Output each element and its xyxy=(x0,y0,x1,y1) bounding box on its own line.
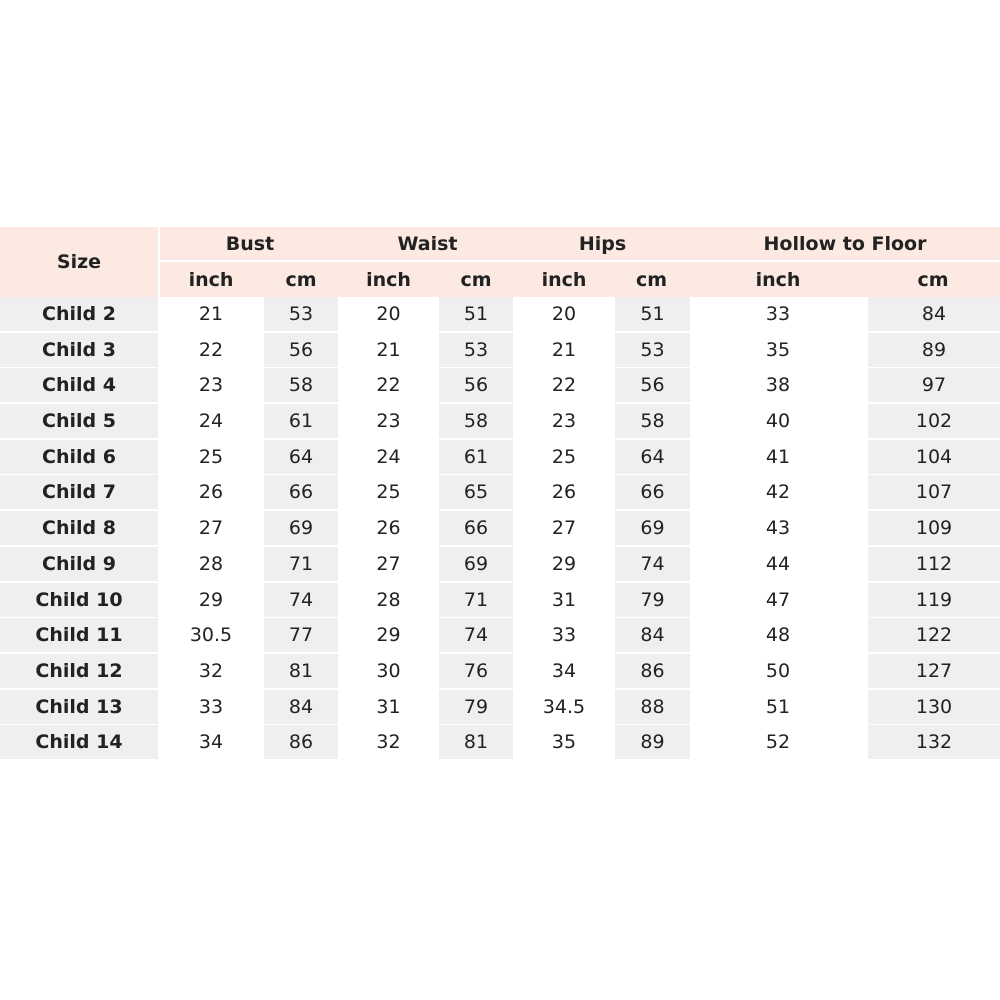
value-cell-hollow-cm: 89 xyxy=(868,333,1000,367)
size-cell: Child 3 xyxy=(0,333,158,367)
table-header xyxy=(0,227,1000,297)
table-row xyxy=(0,475,1000,511)
value-cell-hollow-inch: 35 xyxy=(690,333,866,367)
value-cell-hips-inch: 22 xyxy=(515,368,613,402)
value-cell-bust-cm: 66 xyxy=(264,475,338,509)
size-cell: Child 12 xyxy=(0,654,158,688)
value-cell-hips-inch: 20 xyxy=(515,297,613,331)
value-cell-waist-inch: 29 xyxy=(340,618,437,652)
value-cell-hips-cm: 51 xyxy=(615,297,690,331)
value-cell-hollow-inch: 47 xyxy=(690,583,866,617)
value-cell-bust-inch: 33 xyxy=(160,690,262,724)
value-cell-waist-cm: 69 xyxy=(439,547,513,581)
value-cell-hips-cm: 89 xyxy=(615,725,690,759)
value-cell-hips-cm: 88 xyxy=(615,690,690,724)
group-header-bust: Bust xyxy=(225,232,275,255)
value-cell-bust-inch: 30.5 xyxy=(160,618,262,652)
table-row xyxy=(0,368,1000,404)
value-cell-bust-inch: 27 xyxy=(160,511,262,545)
value-cell-waist-cm: 65 xyxy=(439,475,513,509)
value-cell-waist-cm: 56 xyxy=(439,368,513,402)
value-cell-bust-cm: 71 xyxy=(264,547,338,581)
value-cell-waist-cm: 76 xyxy=(439,654,513,688)
value-cell-bust-cm: 81 xyxy=(264,654,338,688)
value-cell-waist-inch: 32 xyxy=(340,725,437,759)
value-cell-waist-cm: 51 xyxy=(439,297,513,331)
value-cell-hips-inch: 26 xyxy=(515,475,613,509)
value-cell-bust-cm: 53 xyxy=(264,297,338,331)
value-cell-bust-cm: 69 xyxy=(264,511,338,545)
value-cell-hips-cm: 56 xyxy=(615,368,690,402)
value-cell-bust-inch: 22 xyxy=(160,333,262,367)
value-cell-waist-inch: 25 xyxy=(340,475,437,509)
value-cell-hips-inch: 25 xyxy=(515,440,613,474)
value-cell-waist-inch: 28 xyxy=(340,583,437,617)
value-cell-hollow-inch: 41 xyxy=(690,440,866,474)
value-cell-waist-inch: 27 xyxy=(340,547,437,581)
table-row xyxy=(0,404,1000,440)
value-cell-bust-inch: 26 xyxy=(160,475,262,509)
value-cell-hips-inch: 33 xyxy=(515,618,613,652)
size-cell: Child 5 xyxy=(0,404,158,438)
value-cell-hollow-inch: 33 xyxy=(690,297,866,331)
value-cell-bust-inch: 34 xyxy=(160,725,262,759)
value-cell-bust-inch: 29 xyxy=(160,583,262,617)
size-cell: Child 10 xyxy=(0,583,158,617)
value-cell-hips-inch: 21 xyxy=(515,333,613,367)
value-cell-bust-inch: 28 xyxy=(160,547,262,581)
size-cell: Child 11 xyxy=(0,618,158,652)
value-cell-hollow-cm: 107 xyxy=(868,475,1000,509)
value-cell-bust-inch: 23 xyxy=(160,368,262,402)
value-cell-bust-inch: 25 xyxy=(160,440,262,474)
value-cell-bust-cm: 77 xyxy=(264,618,338,652)
value-cell-hollow-cm: 102 xyxy=(868,404,1000,438)
value-cell-hollow-inch: 52 xyxy=(690,725,866,759)
value-cell-hips-cm: 64 xyxy=(615,440,690,474)
value-cell-waist-inch: 20 xyxy=(340,297,437,331)
value-cell-hollow-cm: 104 xyxy=(868,440,1000,474)
value-cell-hips-cm: 53 xyxy=(615,333,690,367)
value-cell-hollow-cm: 130 xyxy=(868,690,1000,724)
group-header-hollow-to-floor: Hollow to Floor xyxy=(763,232,927,255)
value-cell-hips-cm: 58 xyxy=(615,404,690,438)
value-cell-bust-cm: 56 xyxy=(264,333,338,367)
value-cell-bust-cm: 84 xyxy=(264,690,338,724)
size-cell: Child 6 xyxy=(0,440,158,474)
group-header-hips: Hips xyxy=(578,232,627,255)
value-cell-hips-cm: 86 xyxy=(615,654,690,688)
value-cell-hollow-inch: 44 xyxy=(690,547,866,581)
value-cell-waist-inch: 23 xyxy=(340,404,437,438)
value-cell-hips-cm: 69 xyxy=(615,511,690,545)
table-row xyxy=(0,440,1000,476)
table-row xyxy=(0,511,1000,547)
value-cell-hips-cm: 79 xyxy=(615,583,690,617)
value-cell-bust-cm: 86 xyxy=(264,725,338,759)
value-cell-waist-inch: 22 xyxy=(340,368,437,402)
value-cell-hollow-cm: 127 xyxy=(868,654,1000,688)
value-cell-waist-inch: 30 xyxy=(340,654,437,688)
value-cell-bust-cm: 74 xyxy=(264,583,338,617)
value-cell-hollow-inch: 40 xyxy=(690,404,866,438)
value-cell-waist-cm: 81 xyxy=(439,725,513,759)
value-cell-hollow-inch: 43 xyxy=(690,511,866,545)
value-cell-waist-cm: 58 xyxy=(439,404,513,438)
value-cell-waist-inch: 21 xyxy=(340,333,437,367)
value-cell-hollow-cm: 112 xyxy=(868,547,1000,581)
value-cell-hollow-cm: 84 xyxy=(868,297,1000,331)
unit-header-hips-cm: cm xyxy=(635,268,668,291)
size-cell: Child 8 xyxy=(0,511,158,545)
value-cell-bust-inch: 24 xyxy=(160,404,262,438)
unit-header-bust-cm: cm xyxy=(285,268,317,291)
value-cell-hollow-inch: 48 xyxy=(690,618,866,652)
value-cell-waist-cm: 71 xyxy=(439,583,513,617)
value-cell-hips-inch: 34 xyxy=(515,654,613,688)
group-header-waist: Waist xyxy=(397,232,458,255)
value-cell-bust-inch: 21 xyxy=(160,297,262,331)
value-cell-hollow-inch: 38 xyxy=(690,368,866,402)
value-cell-hollow-cm: 119 xyxy=(868,583,1000,617)
value-cell-hollow-cm: 132 xyxy=(868,725,1000,759)
table-row xyxy=(0,690,1000,726)
unit-header-waist-cm: cm xyxy=(460,268,492,291)
value-cell-waist-cm: 74 xyxy=(439,618,513,652)
value-cell-hips-inch: 35 xyxy=(515,725,613,759)
value-cell-bust-cm: 64 xyxy=(264,440,338,474)
value-cell-hips-inch: 34.5 xyxy=(515,690,613,724)
table-row xyxy=(0,618,1000,654)
size-header: Size xyxy=(56,251,102,273)
value-cell-waist-inch: 31 xyxy=(340,690,437,724)
value-cell-hips-inch: 31 xyxy=(515,583,613,617)
value-cell-hollow-inch: 42 xyxy=(690,475,866,509)
value-cell-bust-cm: 61 xyxy=(264,404,338,438)
unit-header-hollow-inch: inch xyxy=(755,268,801,291)
table-body xyxy=(0,297,1000,761)
table-row xyxy=(0,654,1000,690)
value-cell-hollow-cm: 122 xyxy=(868,618,1000,652)
value-cell-hips-inch: 23 xyxy=(515,404,613,438)
value-cell-waist-inch: 24 xyxy=(340,440,437,474)
value-cell-waist-cm: 66 xyxy=(439,511,513,545)
unit-header-hollow-cm: cm xyxy=(917,268,949,291)
size-cell: Child 2 xyxy=(0,297,158,331)
table-row xyxy=(0,583,1000,619)
value-cell-hips-cm: 84 xyxy=(615,618,690,652)
size-cell: Child 14 xyxy=(0,725,158,759)
table-row xyxy=(0,333,1000,369)
value-cell-hips-cm: 74 xyxy=(615,547,690,581)
value-cell-hollow-cm: 109 xyxy=(868,511,1000,545)
value-cell-hips-inch: 27 xyxy=(515,511,613,545)
size-cell: Child 9 xyxy=(0,547,158,581)
unit-header-waist-inch: inch xyxy=(366,268,411,291)
size-cell: Child 13 xyxy=(0,690,158,724)
value-cell-hollow-cm: 97 xyxy=(868,368,1000,402)
table-row xyxy=(0,725,1000,761)
value-cell-hollow-inch: 51 xyxy=(690,690,866,724)
value-cell-hips-inch: 29 xyxy=(515,547,613,581)
size-cell: Child 7 xyxy=(0,475,158,509)
value-cell-waist-inch: 26 xyxy=(340,511,437,545)
table-row xyxy=(0,297,1000,333)
value-cell-bust-inch: 32 xyxy=(160,654,262,688)
value-cell-waist-cm: 53 xyxy=(439,333,513,367)
value-cell-waist-cm: 79 xyxy=(439,690,513,724)
unit-header-bust-inch: inch xyxy=(188,268,234,291)
value-cell-hollow-inch: 50 xyxy=(690,654,866,688)
value-cell-hips-cm: 66 xyxy=(615,475,690,509)
size-cell: Child 4 xyxy=(0,368,158,402)
value-cell-bust-cm: 58 xyxy=(264,368,338,402)
value-cell-waist-cm: 61 xyxy=(439,440,513,474)
size-chart-table xyxy=(0,227,1000,761)
table-row xyxy=(0,547,1000,583)
unit-header-hips-inch: inch xyxy=(541,268,587,291)
